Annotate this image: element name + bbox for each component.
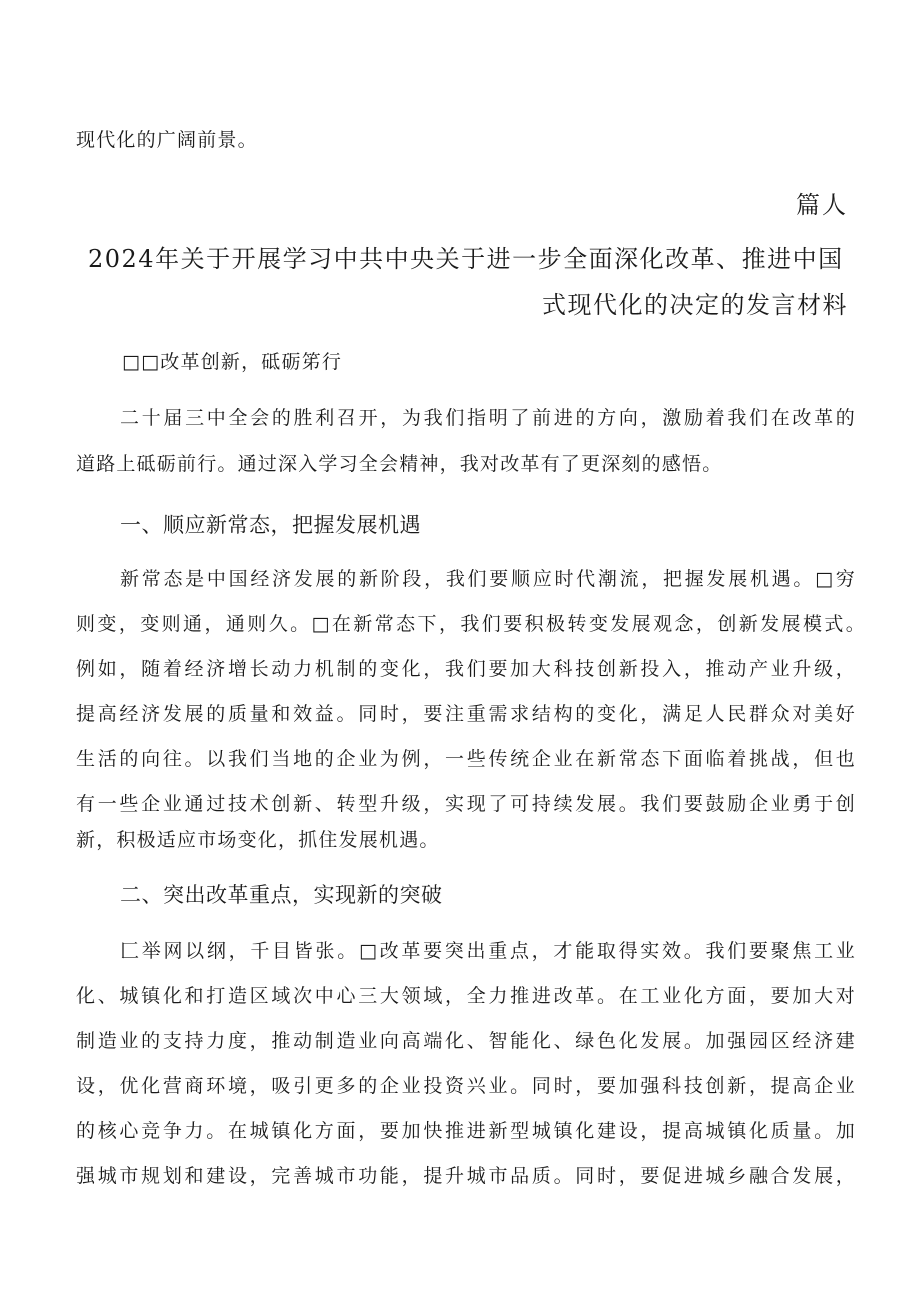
section2-line: 制造业的支持力度，推动制造业向高端化、智能化、绿色化发展。加强园区经济建 bbox=[76, 1030, 856, 1052]
intro-line: 二十届三中全会的胜利召开，为我们指明了前进的方向，激励着我们在改革的 bbox=[120, 407, 856, 429]
section1-heading: 一、顺应新常态，把握发展机遇 bbox=[120, 513, 421, 537]
intro-line: 道路上砥砺前行。通过深入学习全会精神，我对改革有了更深刻的感悟。 bbox=[76, 453, 723, 475]
section-mark: 篇人 bbox=[796, 191, 848, 219]
section2-line: 匚举网以纲，千目皆张。□改革要突出重点，才能取得实效。我们要聚焦工业 bbox=[120, 940, 856, 962]
section2-heading: 二、突出改革重点，实现新的突破 bbox=[120, 883, 443, 907]
subtitle: □□改革创新，砥砺笫行 bbox=[122, 351, 343, 373]
section1-line: 例如，随着经济增长动力机制的变化，我们要加大科技创新投入，推动产业升级， bbox=[76, 658, 856, 680]
section1-line: 生活的向往。以我们当地的企业为例，一些传统企业在新常态下面临着挑战，但也 bbox=[76, 748, 856, 770]
title-line-2: 式现代化的决定的发言材料 bbox=[542, 291, 848, 319]
section1-line: 则变，变则通，通则久。□在新常态下，我们要积极转变发展观念，创新发展模式。 bbox=[76, 613, 866, 635]
section2-line: 设，优化营商环境，吸引更多的企业投资兴业。同时，要加强科技创新，提高企业 bbox=[76, 1075, 856, 1097]
section1-line: 有一些企业通过技术创新、转型升级，实现了可持续发展。我们要鼓励企业勇于创 bbox=[76, 793, 856, 815]
section1-line: 新，积极适应市场变化，抓住发展机遇。 bbox=[76, 829, 440, 851]
top-fragment: 现代化的广阔前景。 bbox=[76, 129, 258, 151]
section1-line: 新常态是中国经济发展的新阶段，我们要顺应时代潮流，把握发展机遇。□穷 bbox=[120, 568, 856, 590]
section2-line: 的核心竞争力。在城镇化方面，要加快推进新型城镇化建设，提高城镇化质量。加 bbox=[76, 1120, 856, 1142]
section2-line: 化、城镇化和打造区域次中心三大领域，全力推进改革。在工业化方面，要加大对 bbox=[76, 985, 856, 1007]
section2-line: 强城市规划和建设，完善城市功能，提升城市品质。同时，要促进城乡融合发展， bbox=[76, 1165, 856, 1187]
section1-line: 提高经济发展的质量和效益。同时，要注重需求结构的变化，满足人民群众对美好 bbox=[76, 703, 856, 725]
title-line-1: 2024年关于开展学习中共中央关于进一步全面深化改革、推进中国 bbox=[88, 245, 844, 273]
